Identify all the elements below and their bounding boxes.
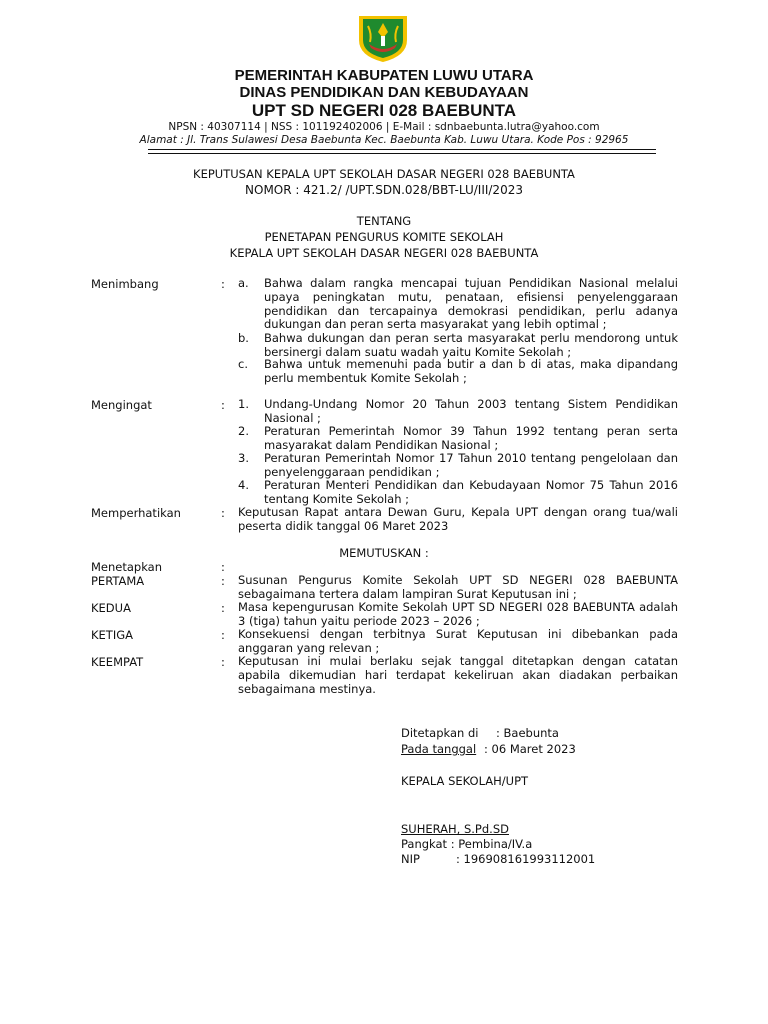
colon: : (221, 506, 225, 520)
observation-text: Keputusan Rapat antara Dewan Guru, Kepala UPT dengan orang tua/wali peserta didik tanggal 06 Maret 2023 (238, 505, 678, 533)
date-label: Pada tanggal (401, 742, 477, 756)
decree-title: KEPUTUSAN KEPALA UPT SEKOLAH DASAR NEGERI 028 BAEBUNTA (193, 167, 575, 181)
decision-label-keempat: KEEMPAT (91, 655, 144, 669)
signatory-rank: Pangkat : Pembina/IV.a (401, 837, 533, 851)
decree-subject-line1: PENETAPAN PENGURUS KOMITE SEKOLAH (264, 230, 504, 244)
decision-text-pertama: Susunan Pengurus Komite Sekolah UPT SD NEGERI 028 BAEBUNTA sebagaimana tertera dalam lampiran Surat Keputusan ini ; (238, 573, 678, 601)
place-value: : Baebunta (496, 726, 559, 740)
signatory-position: KEPALA SEKOLAH/UPT (401, 774, 529, 788)
colon: : (221, 655, 225, 669)
regency-logo (355, 10, 411, 64)
colon: : (221, 628, 225, 642)
date-line (401, 743, 591, 757)
decree-number: NOMOR : 421.2/ /UPT.SDN.028/BBT-LU/III/2023 (245, 183, 523, 197)
item-marker: a. (238, 276, 249, 290)
item-marker: c. (238, 357, 248, 371)
item-marker: 1. (238, 397, 249, 411)
legal-basis-2: Peraturan Pemerintah Nomor 39 Tahun 1992 tentang peran serta masyarakat dalam Pendidikan Nasional ; (264, 424, 678, 452)
consideration-a: Bahwa dalam rangka mencapai tujuan Pendidikan Nasional melalui upaya peningkatan mutu, penataan, efisiensi penyelenggaraan pendidikan dan tercapainya demokrasi pendidikan, perlu adanya dukungan dan peran serta masyarakat yang lebih optimal ; (264, 276, 678, 332)
consideration-c: Bahwa untuk memenuhi pada butir a dan b di atas, maka dipandang perlu membentuk Komite Sekolah ; (264, 357, 678, 385)
decree-subject-line2: KEPALA UPT SEKOLAH DASAR NEGERI 028 BAEBUNTA (229, 246, 539, 260)
decision-label-pertama: PERTAMA (91, 574, 145, 588)
nip-value: : 196908161993112001 (456, 852, 596, 866)
section-label-memperhatikan: Memperhatikan (91, 506, 181, 520)
item-marker: b. (238, 331, 249, 345)
letterhead-rule-thin (148, 153, 656, 154)
decision-text-ketiga: Konsekuensi dengan terbitnya Surat Keputusan ini dibebankan pada anggaran yang relevan ; (238, 627, 678, 655)
legal-basis-1: Undang-Undang Nomor 20 Tahun 2003 tentang Sistem Pendidikan Nasional ; (264, 397, 678, 425)
letterhead-address: Alamat : Jl. Trans Sulawesi Desa Baebunta Kec. Baebunta Kab. Luwu Utara. Kode Pos : 92965 (139, 134, 629, 146)
legal-basis-3: Peraturan Pemerintah Nomor 17 Tahun 2010 tentang pengelolaan dan penyelenggaraan pendidikan ; (264, 451, 678, 479)
colon: : (221, 398, 225, 412)
legal-basis-4: Peraturan Menteri Pendidikan dan Kebudayaan Nomor 75 Tahun 2016 tentang Komite Sekolah ; (264, 478, 678, 506)
decree-about: TENTANG (356, 214, 412, 228)
section-label-mengingat: Mengingat (91, 398, 152, 412)
decides-heading: MEMUTUSKAN : (339, 546, 429, 560)
decision-label-kedua: KEDUA (91, 601, 131, 615)
decision-label-ketiga: KETIGA (91, 628, 134, 642)
letterhead-contacts: NPSN : 40307114 | NSS : 101192402006 | E-Mail : sdnbaebunta.lutra@yahoo.com (168, 121, 600, 133)
item-marker: 4. (238, 478, 249, 492)
item-marker: 3. (238, 451, 249, 465)
colon: : (221, 574, 225, 588)
item-marker: 2. (238, 424, 249, 438)
letterhead-school-name: UPT SD NEGERI 028 BAEBUNTA (251, 101, 517, 120)
decision-text-keempat: Keputusan ini mulai berlaku sejak tanggal ditetapkan dengan catatan apabila dikemudian hari terdapat kekeliruan akan diadakan perbaikan sebagaimana mestinya. (238, 654, 678, 696)
letterhead-department: DINAS PENDIDIKAN DAN KEBUDAYAAN (239, 84, 529, 101)
consideration-b: Bahwa dukungan dan peran serta masyarakat perlu mendorong untuk bersinergi dalam suatu wadah yaitu Komite Sekolah ; (264, 331, 678, 359)
section-label-menimbang: Menimbang (91, 277, 159, 291)
nip-label: NIP (401, 852, 420, 866)
section-label-menetapkan: Menetapkan (91, 560, 163, 574)
colon: : (221, 560, 225, 574)
letterhead-government: PEMERINTAH KABUPATEN LUWU UTARA (234, 67, 534, 84)
place-label: Ditetapkan di (401, 726, 479, 740)
letterhead-rule-thick (148, 149, 656, 150)
decision-text-kedua: Masa kepengurusan Komite Sekolah UPT SD NEGERI 028 BAEBUNTA adalah 3 (tiga) tahun yaitu periode 2023 – 2026 ; (238, 600, 678, 628)
date-value: : 06 Maret 2023 (484, 742, 576, 756)
colon: : (221, 601, 225, 615)
signatory-name: SUHERAH, S.Pd.SD (401, 822, 509, 836)
colon: : (221, 277, 225, 291)
